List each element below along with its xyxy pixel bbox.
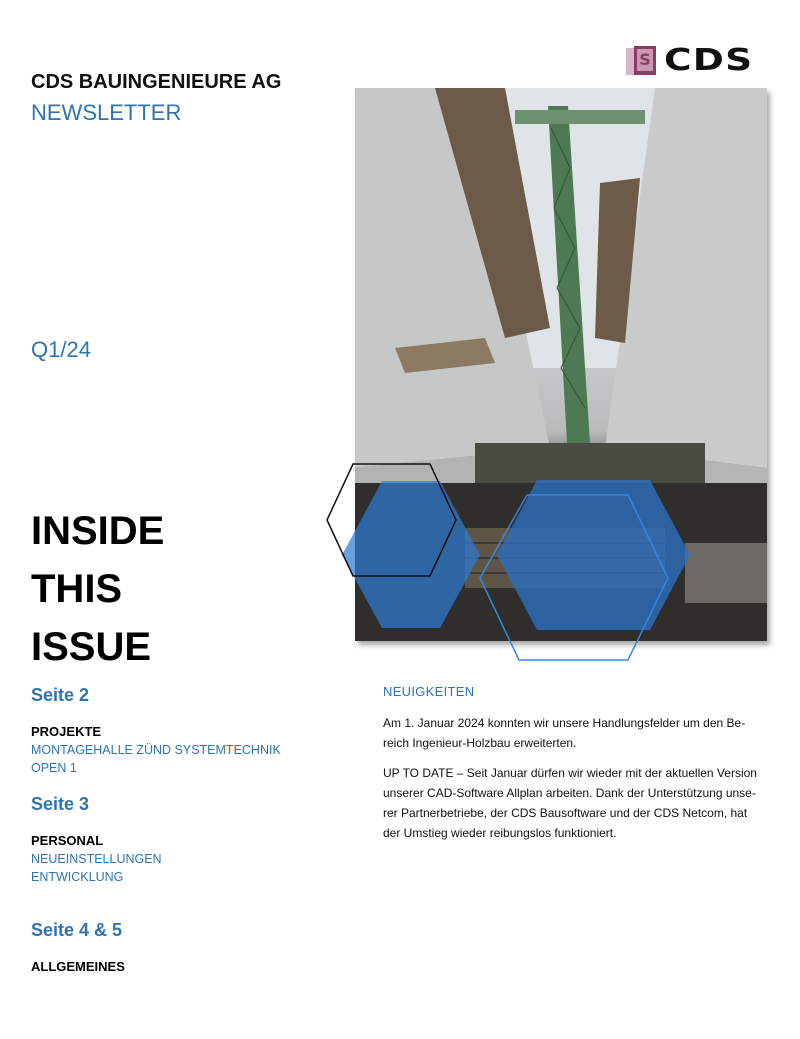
cover-photo	[355, 88, 767, 641]
issue-label: Q1/24	[31, 337, 91, 362]
news-paragraph: Am 1. Januar 2024 konnten wir unsere Handlungsfelder um den Bereich Ingenieur-Holzbau erweiterten.	[383, 716, 746, 750]
logo-mark-icon	[626, 46, 656, 76]
cover-title	[31, 502, 164, 676]
cover-title-line: ISSUE	[31, 625, 152, 669]
news-heading: NEUIGKEITEN	[383, 684, 475, 699]
toc-section-seite-2	[31, 685, 281, 777]
logo-text: CDS	[664, 43, 754, 78]
toc-category: PERSONAL	[31, 833, 104, 848]
toc-item[interactable]: NEUEINSTELLUNGEN	[31, 852, 162, 866]
toc-page-label: Seite 2	[31, 685, 90, 705]
toc-category: PROJEKTE	[31, 724, 102, 739]
news-section	[383, 684, 763, 843]
toc-category: ALLGEMEINES	[31, 959, 125, 974]
company-name: CDS BAUINGENIEURE AG	[31, 71, 282, 93]
publication-title: NEWSLETTER	[31, 100, 182, 125]
cover-title-line: INSIDE	[31, 509, 165, 553]
toc-item[interactable]: ENTWICKLUNG	[31, 870, 124, 884]
toc-section-seite-3	[31, 794, 162, 886]
news-paragraph: UP TO DATE – Seit Januar dürfen wir wieder mit der aktuellen Version unserer CAD-Software Allplan arbeiten. Dank der Unterstützung unserer Partnerbetriebe, der CDS Bausoftware und der CDS Netcom, hat der Umstieg wieder reibungslos funktioniert.	[383, 766, 757, 840]
cds-logo	[626, 43, 754, 78]
toc-item[interactable]: MONTAGEHALLE ZÜND SYSTEMTECHNIK	[31, 743, 281, 757]
toc-page-label: Seite 4 & 5	[31, 920, 123, 940]
toc-item[interactable]: OPEN 1	[31, 761, 77, 775]
toc-page-label: Seite 3	[31, 794, 90, 814]
cover-title-line: THIS	[31, 567, 123, 611]
toc-section-seite-4-5	[31, 920, 125, 974]
